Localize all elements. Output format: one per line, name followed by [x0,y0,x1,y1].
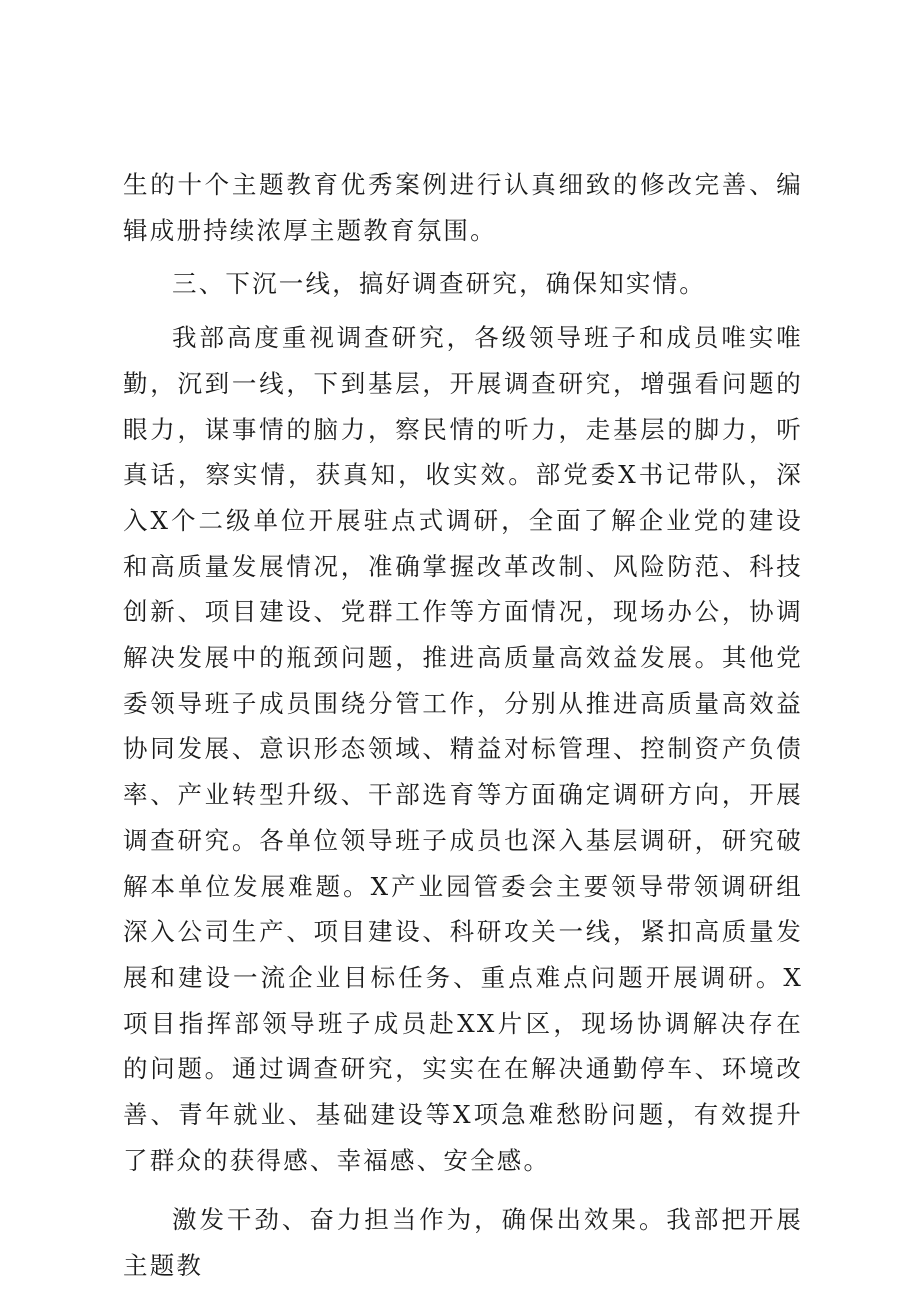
paragraph-research: 我部高度重视调查研究，各级领导班子和成员唯实唯勤，沉到一线，下到基层，开展调查研究，增强看问题的眼力，谋事情的脑力，察民情的听力，走基层的脚力，听真话，察实情，获真知，收实效。部党委X书记带队，深入X个二级单位开展驻点式调研，全面了解企业党的建设和高质量发展情况，准确掌握改革改制、风险防范、科技创新、项目建设、党群工作等方面情况，现场办公，协调解决发展中的瓶颈问题，推进高质量高效益发展。其他党委领导班子成员围绕分管工作，分别从推进高质量高效益协同发展、意识形态领域、精益对标管理、控制资产负债率、产业转型升级、干部选育等方面确定调研方向，开展调查研究。各单位领导班子成员也深入基层调研，研究破解本单位发展难题。X产业园管委会主要领导带领调研组深入公司生产、项目建设、科研攻关一线，紧扣高质量发展和建设一流企业目标任务、重点难点问题开展调研。X项目指挥部领导班子成员赴XX片区，现场协调解决存在的问题。通过调查研究，实实在在解决通勤停车、环境改善、青年就业、基础建设等X项急难愁盼问题，有效提升了群众的获得感、幸福感、安全感。 [123,323,803,1175]
paragraph-next: 激发干劲、奋力担当作为，确保出效果。我部把开展主题教 [123,1205,803,1281]
section-heading: 三、下沉一线，搞好调查研究，确保知实情。 [172,269,706,299]
paragraph-continuation: 生的十个主题教育优秀案例进行认真细致的修改完善、编辑成册持续浓厚主题教育氛围。 [123,170,803,245]
document-body [123,162,803,1289]
